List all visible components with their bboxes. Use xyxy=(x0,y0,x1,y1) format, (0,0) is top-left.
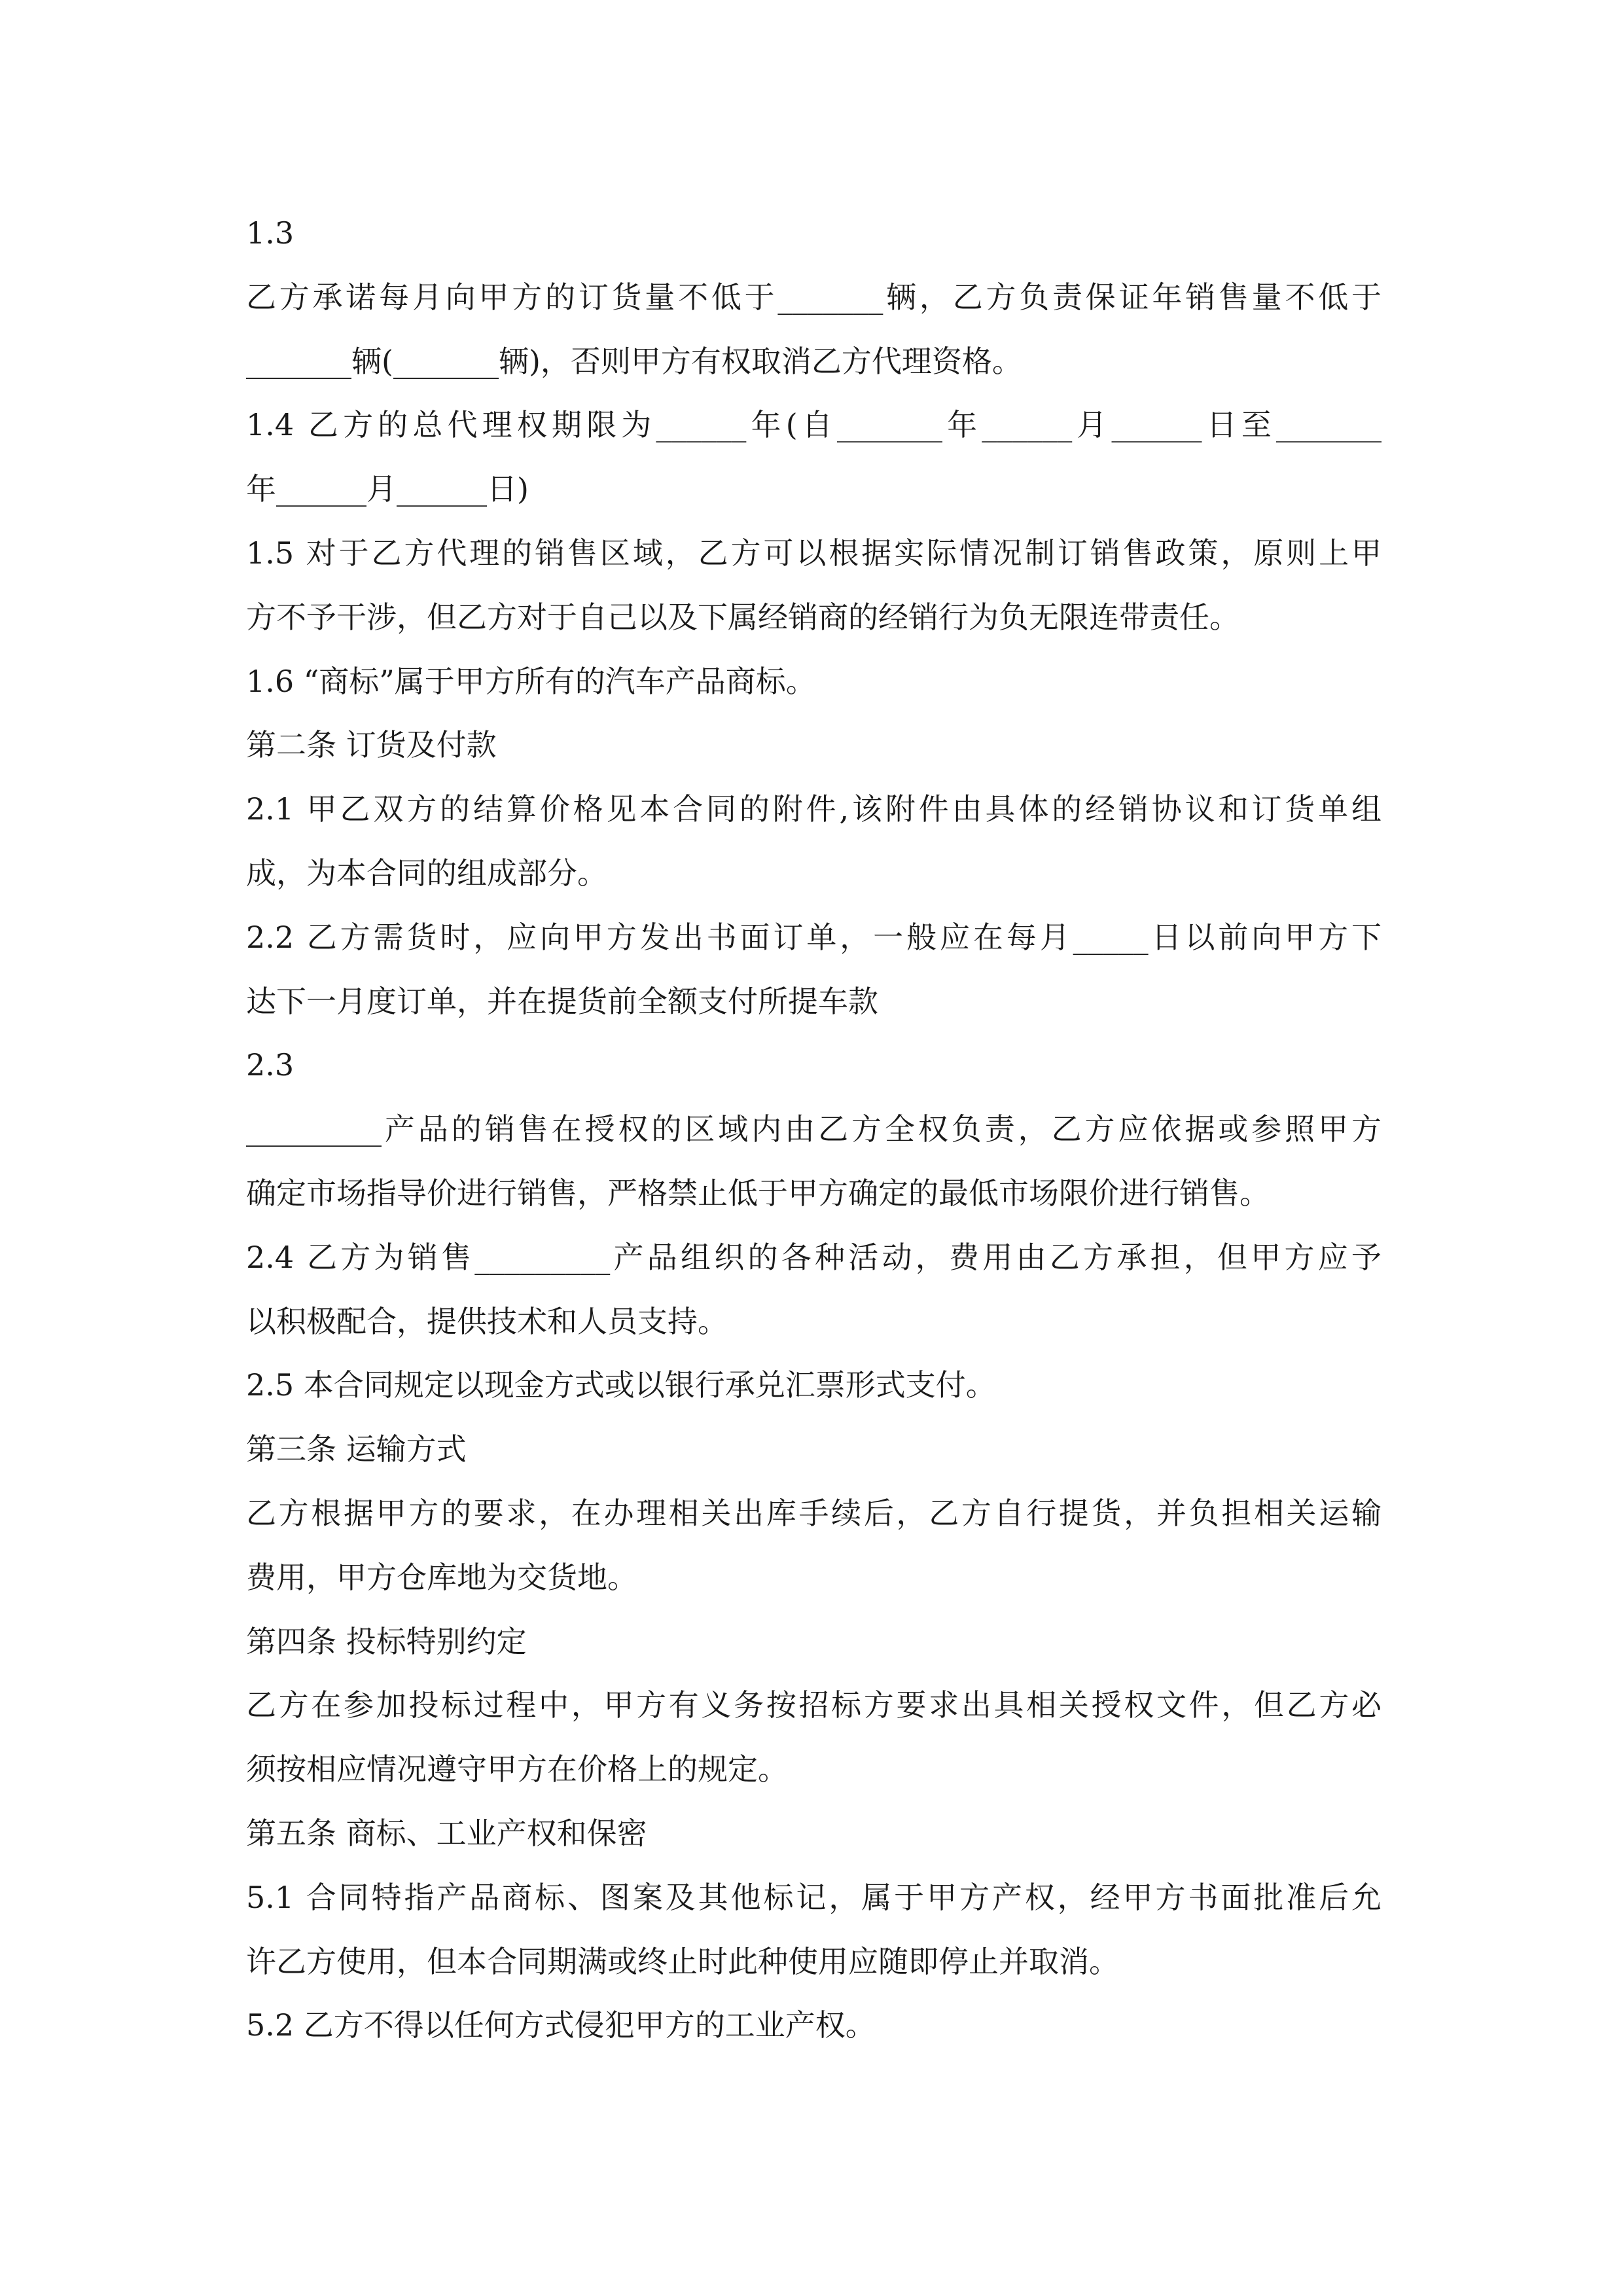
clause-2-4-line-2: 以积极配合，提供技术和人员支持。 xyxy=(246,1303,728,1339)
article-4-body-line-2: 须按相应情况遵守甲方在价格上的规定。 xyxy=(246,1751,788,1787)
article-5-heading: 第五条 商标、工业产权和保密 xyxy=(246,1815,647,1851)
clause-2-1-line-1: 2.1 甲乙双方的结算价格见本合同的附件,该附件由具体的经销协议和订货单组 xyxy=(246,791,1382,827)
clause-1-3-number: 1.3 xyxy=(246,215,294,251)
clause-2-2-line-1: 2.2 乙方需货时，应向甲方发出书面订单，一般应在每月_____日以前向甲方下 xyxy=(246,919,1382,955)
clause-1-6: 1.6 “商标”属于甲方所有的汽车产品商标。 xyxy=(246,663,816,699)
clause-2-3-line-1: _________产品的销售在授权的区域内由乙方全权负责，乙方应依据或参照甲方 xyxy=(246,1111,1382,1147)
clause-2-4-line-1: 2.4 乙方为销售_________产品组织的各种活动，费用由乙方承担，但甲方应予 xyxy=(246,1239,1382,1275)
article-2-heading: 第二条 订货及付款 xyxy=(246,727,497,763)
article-4-body-line-1: 乙方在参加投标过程中，甲方有义务按招标方要求出具相关授权文件，但乙方必 xyxy=(246,1687,1382,1723)
clause-2-1-line-2: 成，为本合同的组成部分。 xyxy=(246,855,607,891)
clause-1-4-line-1: 1.4 乙方的总代理权期限为______年(自_______年______月______日至_______ xyxy=(246,407,1382,443)
article-3-body-line-2: 费用，甲方仓库地为交货地。 xyxy=(246,1559,637,1595)
clause-1-5-line-2: 方不予干涉，但乙方对于自己以及下属经销商的经销行为负无限连带责任。 xyxy=(246,599,1240,635)
clause-1-5-line-1: 1.5 对于乙方代理的销售区域，乙方可以根据实际情况制订销售政策，原则上甲 xyxy=(246,535,1382,571)
clause-1-3-line-1: 乙方承诺每月向甲方的订货量不低于_______辆，乙方负责保证年销售量不低于 xyxy=(246,279,1382,315)
clause-2-2-line-2: 达下一月度订单，并在提货前全额支付所提车款 xyxy=(246,983,878,1019)
clause-5-1-line-1: 5.1 合同特指产品商标、图案及其他标记，属于甲方产权，经甲方书面批准后允 xyxy=(246,1879,1382,1915)
article-4-heading: 第四条 投标特别约定 xyxy=(246,1623,527,1659)
clause-1-4-line-2: 年______月______日) xyxy=(246,471,529,507)
article-3-body-line-1: 乙方根据甲方的要求，在办理相关出库手续后，乙方自行提货，并负担相关运输 xyxy=(246,1495,1382,1531)
clause-2-3-number: 2.3 xyxy=(246,1047,294,1083)
clause-5-2: 5.2 乙方不得以任何方式侵犯甲方的工业产权。 xyxy=(246,2007,876,2043)
document-body xyxy=(246,202,1382,2058)
clause-2-3-line-2: 确定市场指导价进行销售，严格禁止低于甲方确定的最低市场限价进行销售。 xyxy=(246,1175,1270,1211)
clause-2-5: 2.5 本合同规定以现金方式或以银行承兑汇票形式支付。 xyxy=(246,1367,996,1403)
clause-5-1-line-2: 许乙方使用，但本合同期满或终止时此种使用应随即停止并取消。 xyxy=(246,1943,1119,1979)
article-3-heading: 第三条 运输方式 xyxy=(246,1431,467,1467)
clause-1-3-line-2: _______辆(_______辆)，否则甲方有权取消乙方代理资格。 xyxy=(246,343,1022,379)
